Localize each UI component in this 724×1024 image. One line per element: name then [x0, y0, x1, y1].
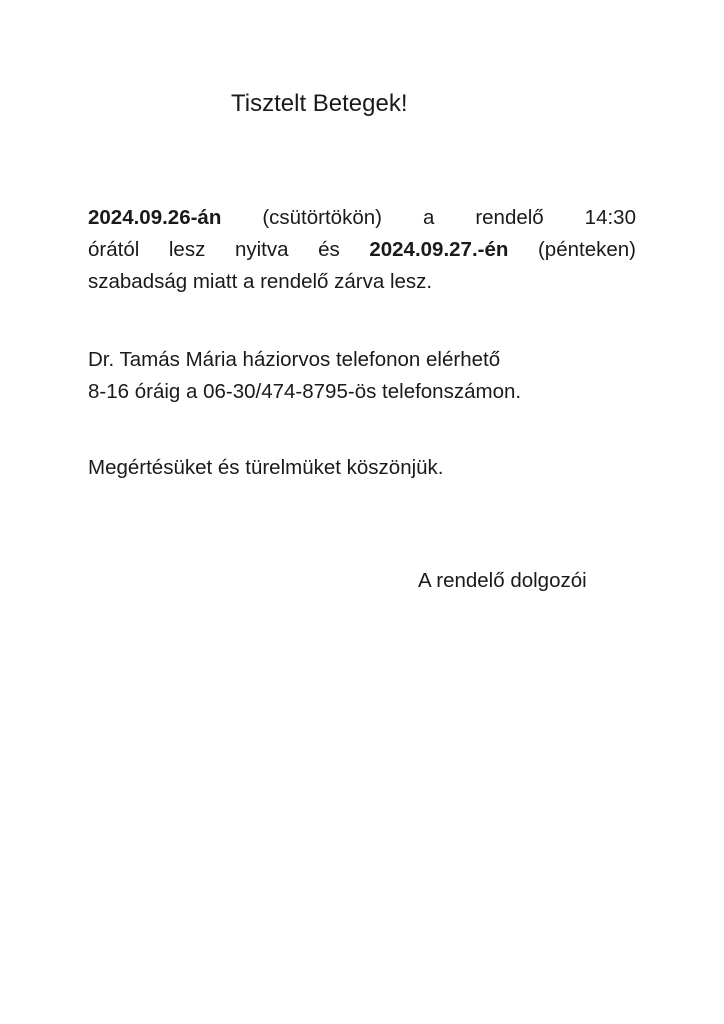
notice-title: Tisztelt Betegek!: [231, 90, 408, 117]
signature: A rendelő dolgozói: [418, 569, 587, 592]
paragraph-line: [88, 202, 636, 234]
word: (csütörtökön): [262, 206, 382, 229]
word: rendelő: [475, 206, 544, 229]
paragraph-line: [88, 234, 636, 266]
word: órától: [88, 238, 140, 261]
word: nyitva: [234, 238, 289, 261]
closed-date: 2024.09.27.-én: [369, 238, 509, 261]
word: és: [318, 238, 340, 261]
phone-number-line: 8-16 óráig a 06-30/474-8795-ös telefonszámon.: [88, 380, 522, 403]
doctor-contact-paragraph: [88, 344, 636, 408]
doctor-availability-line: Dr. Tamás Mária háziorvos telefonon elérhető: [88, 348, 501, 371]
thanks-paragraph: Megértésüket és türelmüket köszönjük.: [88, 456, 444, 479]
opening-date: 2024.09.26-án: [88, 206, 222, 229]
closure-paragraph: [88, 202, 636, 298]
word: a: [422, 206, 435, 229]
paragraph-line: szabadság miatt a rendelő zárva lesz.: [88, 270, 433, 293]
word: (pénteken): [537, 238, 636, 261]
word: lesz: [168, 238, 206, 261]
opening-time: 14:30: [584, 206, 636, 229]
